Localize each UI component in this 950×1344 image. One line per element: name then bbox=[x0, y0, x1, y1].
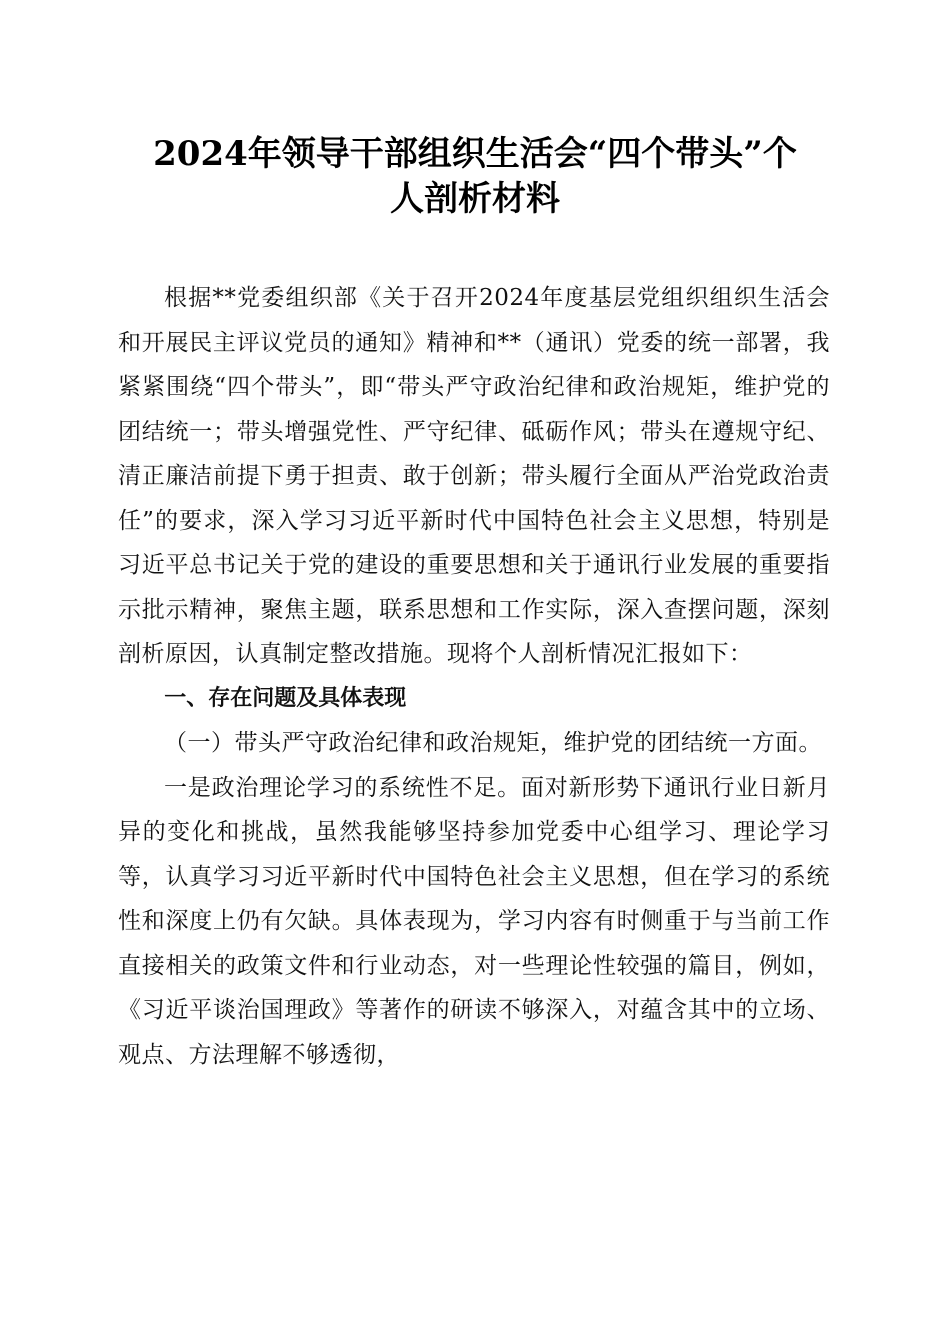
body-paragraph: 一是政治理论学习的系统性不足。面对新形势下通讯行业日新月异的变化和挑战，虽然我能够坚持参加党委中心组学习、理论学习等，认真学习习近平新时代中国特色社会主义思想，但在学习的系统性和深度上仍有欠缺。具体表现为，学习内容有时侧重于与当前工作直接相关的政策文件和行业动态，对一些理论性较强的篇目，例如，《习近平谈治国理政》等著作的研读不够深入，对蕴含其中的立场、观点、方法理解不够透彻， bbox=[118, 774, 830, 1068]
section-heading: 一、存在问题及具体表现 bbox=[164, 685, 407, 711]
intro-paragraph: 根据**党委组织部《关于召开2024年度基层党组织组织生活会和开展民主评议党员的通知》精神和**（通讯）党委的统一部署，我紧紧围绕“四个带头”，即“带头严守政治纪律和政治规矩，维护党的团结统一；带头增强党性、严守纪律、砥砺作风；带头在遵规守纪、清正廉洁前提下勇于担责、敢于创新；带头履行全面从严治党政治责任”的要求，深入学习习近平新时代中国特色社会主义思想，特别是习近平总书记关于党的建设的重要思想和关于通讯行业发展的重要指示批示精神，聚焦主题，联系思想和工作实际，深入查摆问题，深刻剖析原因，认真制定整改措施。现将个人剖析情况汇报如下： bbox=[118, 285, 830, 667]
document-title-line-2: 人剖析材料 bbox=[390, 179, 560, 219]
subsection-heading: （一）带头严守政治纪律和政治规矩，维护党的团结统一方面。 bbox=[164, 730, 822, 756]
document-title-line-1: 2024年领导干部组织生活会“四个带头”个 bbox=[153, 134, 797, 174]
document-title bbox=[100, 132, 850, 222]
document-body bbox=[118, 276, 830, 1077]
